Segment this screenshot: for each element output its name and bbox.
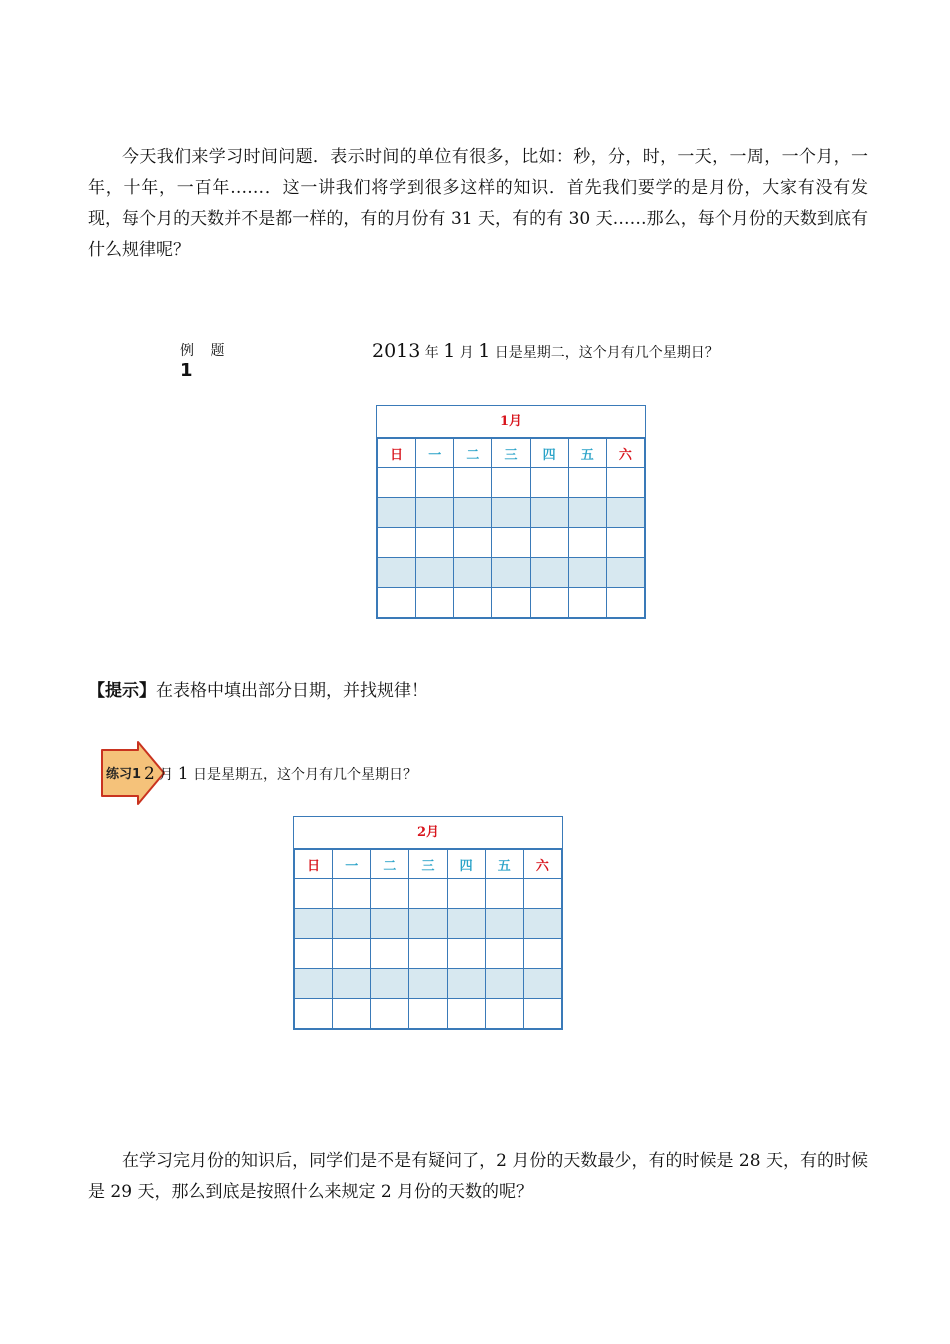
day-cell[interactable] <box>447 909 485 939</box>
example-month: 1 <box>443 340 456 362</box>
day-cell[interactable] <box>530 498 568 528</box>
day-cell[interactable] <box>485 909 523 939</box>
weekday-mon: 一 <box>416 439 454 468</box>
day-cell[interactable] <box>447 969 485 999</box>
day-cell[interactable] <box>492 558 530 588</box>
weekday-row <box>295 850 562 879</box>
day-cell[interactable] <box>378 588 416 618</box>
day-cell[interactable] <box>523 879 561 909</box>
weekday-thu: 四 <box>530 439 568 468</box>
hint-text: 在表格中填出部分日期，并找规律！ <box>156 681 428 701</box>
example-question <box>372 340 719 362</box>
practice-text-1: 月 <box>154 767 178 783</box>
outro-text: 在学习完月份的知识后，同学们是不是有疑问了，2 月份的天数最少，有的时候是 28 天，有的时候是 29 天，那么到底是按照什么来规定 2 月份的天数的呢？ <box>88 1151 868 1202</box>
day-cell[interactable] <box>295 939 333 969</box>
practice-text-2: 日是星期五，这个月有几个星期日？ <box>188 767 418 783</box>
calendar-grid <box>377 438 645 618</box>
week-row <box>295 879 562 909</box>
calendar-grid <box>294 849 562 1029</box>
day-cell[interactable] <box>371 999 409 1029</box>
calendar-title: 1月 <box>377 406 645 438</box>
day-cell[interactable] <box>530 528 568 558</box>
day-cell[interactable] <box>485 969 523 999</box>
weekday-row <box>378 439 645 468</box>
week-row <box>295 939 562 969</box>
day-cell[interactable] <box>409 909 447 939</box>
day-cell[interactable] <box>606 588 644 618</box>
day-cell[interactable] <box>447 879 485 909</box>
day-cell[interactable] <box>447 939 485 969</box>
weekday-wed: 三 <box>409 850 447 879</box>
day-cell[interactable] <box>378 468 416 498</box>
day-cell[interactable] <box>492 528 530 558</box>
day-cell[interactable] <box>371 909 409 939</box>
day-cell[interactable] <box>333 999 371 1029</box>
example-text-3: 日是星期二，这个月有几个星期日？ <box>490 345 719 361</box>
week-row <box>378 558 645 588</box>
day-cell[interactable] <box>378 558 416 588</box>
day-cell[interactable] <box>568 588 606 618</box>
week-row <box>295 909 562 939</box>
day-cell[interactable] <box>416 468 454 498</box>
practice-badge-label: 练习1 <box>106 767 142 782</box>
day-cell[interactable] <box>416 588 454 618</box>
day-cell[interactable] <box>295 999 333 1029</box>
day-cell[interactable] <box>568 528 606 558</box>
week-row <box>378 528 645 558</box>
day-cell[interactable] <box>295 969 333 999</box>
day-cell[interactable] <box>568 558 606 588</box>
day-cell[interactable] <box>378 528 416 558</box>
day-cell[interactable] <box>530 468 568 498</box>
outro-paragraph <box>88 1146 868 1208</box>
weekday-tue: 二 <box>371 850 409 879</box>
practice-month: 2 <box>144 764 155 784</box>
week-row <box>378 468 645 498</box>
day-cell[interactable] <box>492 468 530 498</box>
day-cell[interactable] <box>371 939 409 969</box>
hint-bracket: 【提示】 <box>88 681 156 701</box>
day-cell[interactable] <box>568 498 606 528</box>
day-cell[interactable] <box>606 558 644 588</box>
day-cell[interactable] <box>409 939 447 969</box>
weekday-sat: 六 <box>523 850 561 879</box>
practice-question <box>144 764 417 784</box>
day-cell[interactable] <box>568 468 606 498</box>
day-cell[interactable] <box>409 999 447 1029</box>
day-cell[interactable] <box>606 528 644 558</box>
day-cell[interactable] <box>454 528 492 558</box>
weekday-wed: 三 <box>492 439 530 468</box>
example-text-2: 月 <box>455 345 479 361</box>
day-cell[interactable] <box>371 879 409 909</box>
weekday-sun: 日 <box>378 439 416 468</box>
day-cell[interactable] <box>606 468 644 498</box>
day-cell[interactable] <box>409 879 447 909</box>
weekday-fri: 五 <box>568 439 606 468</box>
day-cell[interactable] <box>378 498 416 528</box>
example-label-word: 例 题 <box>180 343 231 359</box>
day-cell[interactable] <box>295 879 333 909</box>
week-row <box>378 498 645 528</box>
weekday-mon: 一 <box>333 850 371 879</box>
weekday-sat: 六 <box>606 439 644 468</box>
day-cell[interactable] <box>333 939 371 969</box>
example-year: 2013 <box>372 340 421 362</box>
day-cell[interactable] <box>416 528 454 558</box>
day-cell[interactable] <box>333 879 371 909</box>
day-cell[interactable] <box>371 969 409 999</box>
day-cell[interactable] <box>523 999 561 1029</box>
day-cell[interactable] <box>454 588 492 618</box>
calendar-january <box>376 405 646 619</box>
day-cell[interactable] <box>416 558 454 588</box>
week-row <box>295 969 562 999</box>
day-cell[interactable] <box>606 498 644 528</box>
example-text-1: 年 <box>420 345 444 361</box>
day-cell[interactable] <box>523 909 561 939</box>
day-cell[interactable] <box>523 939 561 969</box>
calendar-february <box>293 816 563 1030</box>
day-cell[interactable] <box>454 468 492 498</box>
day-cell[interactable] <box>530 588 568 618</box>
day-cell[interactable] <box>295 909 333 939</box>
weekday-thu: 四 <box>447 850 485 879</box>
day-cell[interactable] <box>416 498 454 528</box>
intro-text: 今天我们来学习时间问题．表示时间的单位有很多，比如：秒，分，时，一天，一周，一个月，一年，十年，一百年……．这一讲我们将学到很多这样的知识．首先我们要学的是月份，大家有没有发现，每个月的天数并不是都一样的，有的月份有 31 天，有的有 30 天……那么，每个月份的天数到底有什么规律呢？ <box>88 147 868 260</box>
day-cell[interactable] <box>454 558 492 588</box>
day-cell[interactable] <box>485 939 523 969</box>
day-cell[interactable] <box>409 969 447 999</box>
practice-day: 1 <box>177 764 189 784</box>
day-cell[interactable] <box>454 498 492 528</box>
weekday-fri: 五 <box>485 850 523 879</box>
day-cell[interactable] <box>333 909 371 939</box>
example-label <box>180 342 230 382</box>
day-cell[interactable] <box>492 588 530 618</box>
intro-paragraph <box>88 142 868 266</box>
example-label-number: 1 <box>180 360 193 381</box>
hint-line <box>88 676 428 701</box>
day-cell[interactable] <box>523 969 561 999</box>
day-cell[interactable] <box>447 999 485 1029</box>
day-cell[interactable] <box>485 999 523 1029</box>
day-cell[interactable] <box>333 969 371 999</box>
week-row <box>295 999 562 1029</box>
calendar-title: 2月 <box>294 817 562 849</box>
example-day: 1 <box>478 340 491 362</box>
week-row <box>378 588 645 618</box>
day-cell[interactable] <box>492 498 530 528</box>
weekday-tue: 二 <box>454 439 492 468</box>
weekday-sun: 日 <box>295 850 333 879</box>
day-cell[interactable] <box>485 879 523 909</box>
day-cell[interactable] <box>530 558 568 588</box>
